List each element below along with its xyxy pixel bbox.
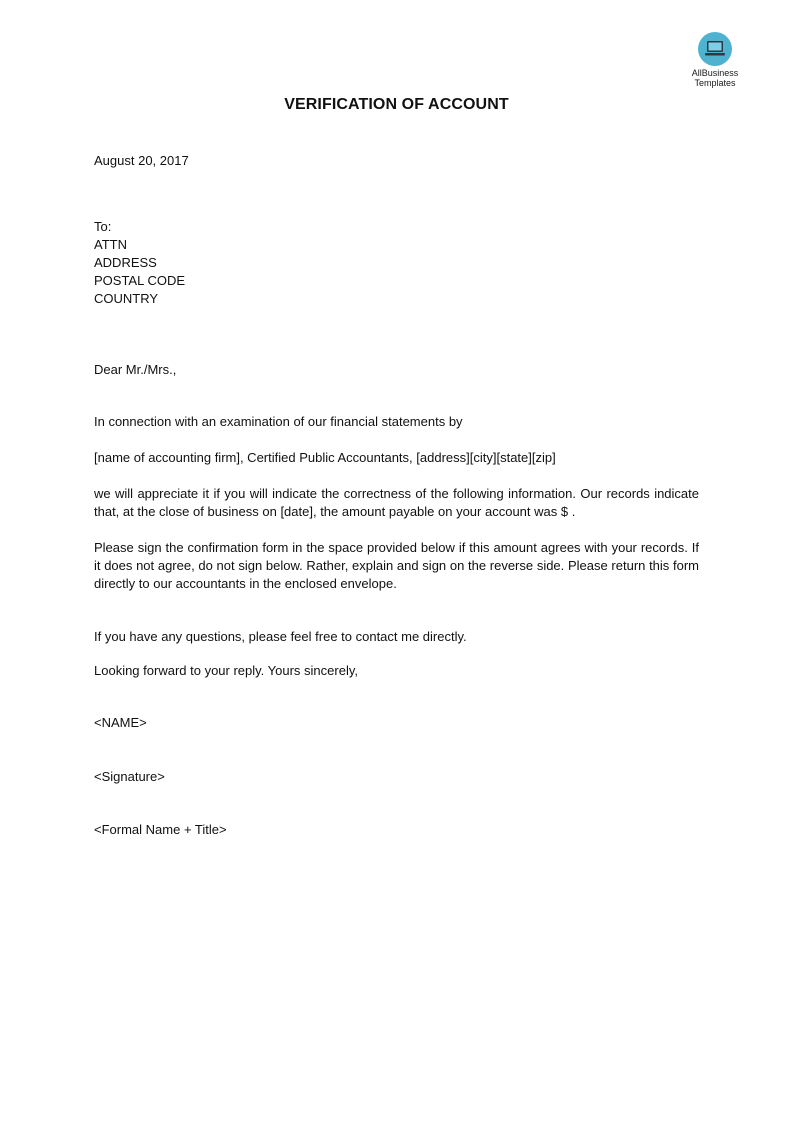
- paragraph-3: we will appreciate it if you will indicate the correctness of the following information. Our records indicate that, at the close of business on [date], the amount payable on your account was $ .: [94, 486, 699, 519]
- brand-logo: [679, 32, 751, 88]
- closing-line: Looking forward to your reply. Yours sincerely,: [94, 663, 358, 678]
- salutation: Dear Mr./Mrs.,: [94, 362, 177, 377]
- logo-text-line1: AllBusiness: [691, 68, 739, 78]
- address-postal-code: POSTAL CODE: [94, 273, 186, 288]
- letter-date: August 20, 2017: [94, 153, 189, 168]
- paragraph-5: If you have any questions, please feel free to contact me directly.: [94, 629, 467, 644]
- address-country: COUNTRY: [94, 291, 159, 306]
- address-address: ADDRESS: [94, 255, 157, 270]
- sender-name: <NAME>: [94, 715, 147, 730]
- paragraph-4: Please sign the confirmation form in the space provided below if this amount agrees with your records. If it does not agree, do not sign below. Rather, explain and sign on the reverse side. Please return this form directly to our accountants in the enclosed envelope.: [94, 540, 699, 591]
- document-title: VERIFICATION OF ACCOUNT: [284, 96, 509, 113]
- recipient-address-block: [94, 218, 699, 308]
- paragraph-2: [name of accounting firm], Certified Public Accountants, [address][city][state][zip]: [94, 450, 556, 465]
- paragraph-1: In connection with an examination of our financial statements by: [94, 414, 463, 429]
- formal-name-title: <Formal Name + Title>: [94, 822, 227, 837]
- logo-text-line2: Templates: [694, 78, 736, 88]
- laptop-icon: [698, 32, 732, 66]
- address-to: To:: [94, 219, 112, 234]
- address-attn: ATTN: [94, 237, 127, 252]
- signature-placeholder: <Signature>: [94, 769, 165, 784]
